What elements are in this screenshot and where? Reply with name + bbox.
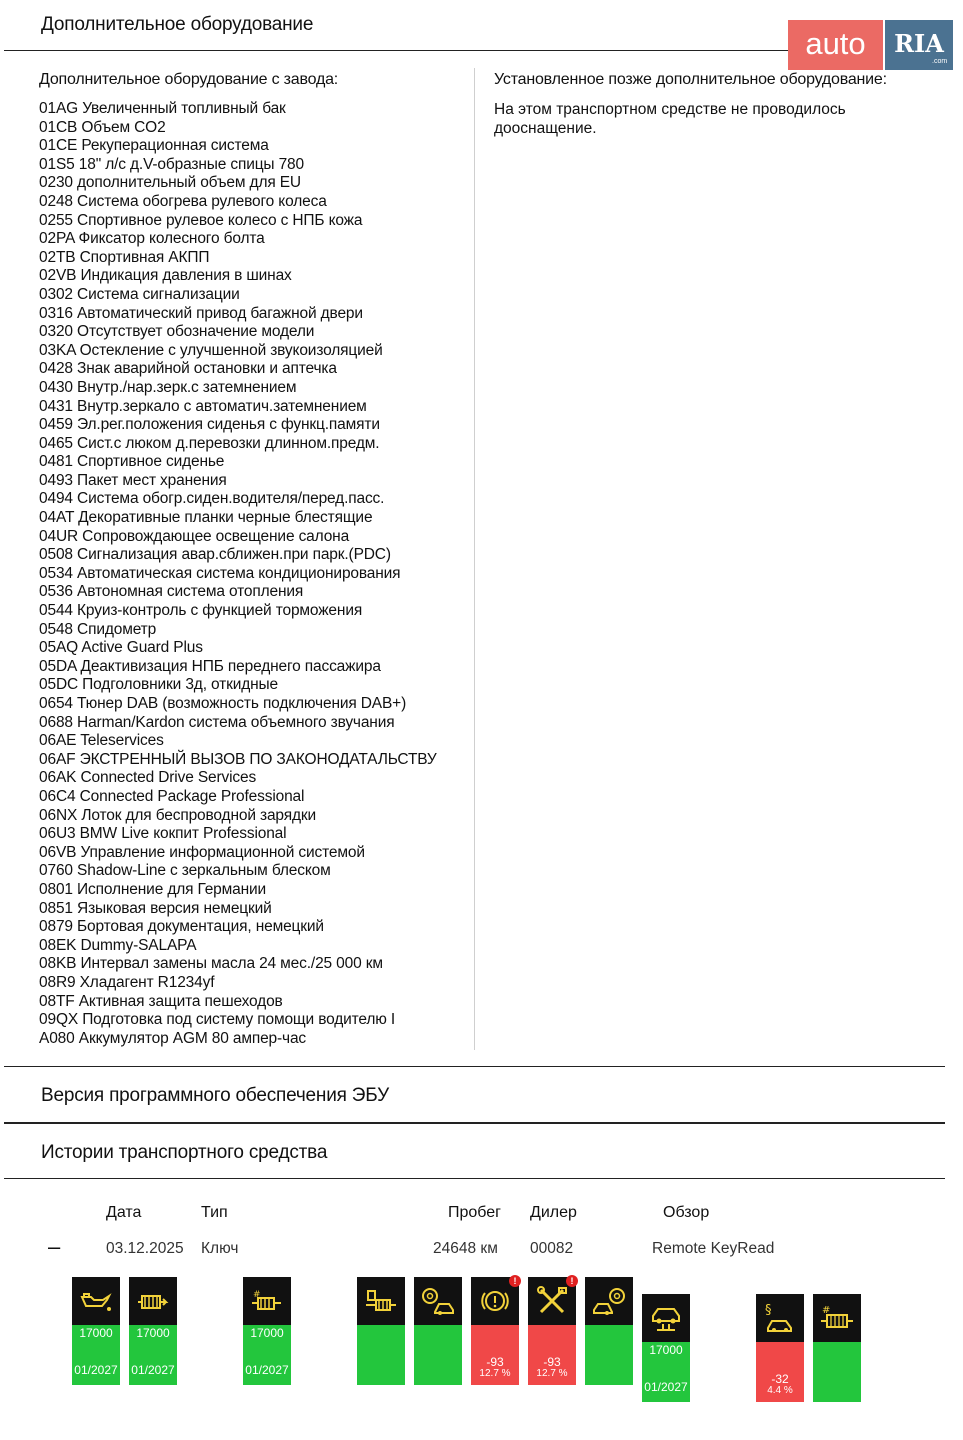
tile-warning-panel — [528, 1325, 576, 1385]
col-header-overview: Обзор — [663, 1204, 710, 1221]
col-header-type: Тип — [201, 1204, 228, 1221]
vehicle-check-icon — [642, 1294, 690, 1342]
inspection-icon — [756, 1294, 804, 1342]
equipment-item: 09QX Подготовка под систему помощи водителю I — [39, 1011, 396, 1029]
equipment-item: 0801 Исполнение для Германии — [39, 880, 267, 898]
logo-auto: auto — [788, 20, 883, 70]
factory-equipment-list — [39, 100, 469, 1048]
svg-text:#: # — [253, 1290, 261, 1300]
equipment-item: 0430 Внутр./нар.зерк.с затемнением — [39, 378, 297, 396]
ecu-section-title: Версия программного обеспечения ЭБУ — [41, 1085, 389, 1106]
row-mileage: 24648 км — [433, 1240, 498, 1257]
equipment-item: 0320 Отсутствует обозначение модели — [39, 323, 315, 341]
equipment-item: 0493 Пакет мест хранения — [39, 471, 227, 489]
ecu-bottom-divider — [4, 1122, 945, 1124]
equipment-item: 06U3 BMW Live кокпит Professional — [39, 825, 287, 843]
equipment-item: 0508 Сигнализация авар.сближен.при парк.(PDC) — [39, 546, 391, 564]
row-date: 03.12.2025 — [106, 1240, 184, 1257]
front-brakes-icon — [414, 1277, 462, 1325]
tile-mileage: 17000 — [243, 1325, 291, 1355]
equipment-item: 06NX Лоток для беспроводной зарядки — [39, 806, 316, 824]
tile-due-date: 01/2027 — [72, 1355, 120, 1385]
service-tile — [585, 1277, 633, 1385]
equipment-item: 0536 Автономная система отопления — [39, 583, 304, 601]
service-tile — [357, 1277, 405, 1385]
service-tile — [414, 1277, 462, 1385]
brake-fluid-icon — [471, 1277, 519, 1325]
collapse-toggle[interactable]: – — [48, 1234, 61, 1259]
row-dealer: 00082 — [530, 1240, 574, 1257]
factory-equipment-heading: Дополнительное оборудование с завода: — [39, 71, 339, 88]
service-tile — [72, 1277, 120, 1385]
row-type: Ключ — [201, 1240, 239, 1257]
tile-due-date — [414, 1355, 462, 1385]
warning-badge-icon: ! — [566, 1275, 578, 1287]
equipment-item: 0431 Внутр.зеркало с автоматич.затемнением — [39, 397, 367, 415]
tile-due-date: 01/2027 — [129, 1355, 177, 1385]
tile-mileage — [813, 1342, 861, 1372]
svg-text:#: # — [822, 1305, 831, 1316]
equipment-item: 02TB Спортивная АКПП — [39, 248, 210, 266]
tile-due-date — [357, 1355, 405, 1385]
equipment-item: 0688 Harman/Kardon система объемного звучания — [39, 713, 395, 731]
oil-can-icon — [72, 1277, 120, 1325]
fuel-filter-icon — [357, 1277, 405, 1325]
equipment-item: 0459 Эл.рег.положения сиденья с функц.памяти — [39, 416, 380, 434]
battery-icon — [813, 1294, 861, 1342]
equipment-item: 08TF Активная защита пешеходов — [39, 992, 283, 1010]
ecu-top-divider — [4, 1066, 945, 1067]
tile-percent: 12.7 % — [479, 1368, 511, 1379]
tile-mileage: 17000 — [72, 1325, 120, 1355]
tile-remaining-value: -93 — [543, 1355, 561, 1369]
equipment-item: A080 Аккумулятор AGM 80 ампер-час — [39, 1029, 307, 1047]
service-tile — [642, 1294, 690, 1402]
equipment-item: 06VB Управление информационной системой — [39, 843, 365, 861]
equipment-item: 0248 Система обогрева рулевого колеса — [39, 192, 327, 210]
tile-percent: 12.7 % — [536, 1368, 568, 1379]
equipment-item: 0302 Система сигнализации — [39, 285, 240, 303]
equipment-item: 08R9 Хладагент R1234yf — [39, 973, 215, 991]
tile-due-date: 01/2027 — [642, 1372, 690, 1402]
tile-mileage — [585, 1325, 633, 1355]
service-tile — [528, 1277, 576, 1385]
filter-icon — [129, 1277, 177, 1325]
equipment-item: 05DC Подголовники 3д, откидные — [39, 676, 278, 694]
logo-ria: RIA — [885, 20, 953, 70]
equipment-item: 01S5 18" л/с д.V-образные спицы 780 — [39, 155, 304, 173]
col-header-mileage: Пробег — [448, 1204, 502, 1221]
equipment-item: 0316 Автоматический привод багажной двери — [39, 304, 363, 322]
service-tile — [129, 1277, 177, 1385]
equipment-item: 0465 Сист.с люком д.перевозки длинном.предм. — [39, 434, 380, 452]
tile-mileage: 17000 — [642, 1342, 690, 1372]
equipment-item: 0481 Спортивное сиденье — [39, 453, 225, 471]
retrofit-text — [494, 100, 846, 138]
equipment-item: 01AG Увеличенный топливный бак — [39, 100, 286, 117]
equipment-item: 06AE Teleservices — [39, 732, 164, 750]
equipment-item: 0230 дополнительный объем для EU — [39, 174, 301, 192]
equipment-item: 0534 Автоматическая система кондиционирования — [39, 564, 401, 582]
equipment-item: 0428 Знак аварийной остановки и аптечка — [39, 360, 337, 378]
service-tile — [471, 1277, 519, 1385]
retrofit-line-2: дооснащение. — [494, 120, 597, 137]
equipment-item: 0879 Бортовая документация, немецкий — [39, 918, 324, 936]
tile-due-date: 01/2027 — [243, 1355, 291, 1385]
equipment-item: 0548 Спидометр — [39, 620, 157, 638]
equipment-item: 04UR Сопровождающее освещение салона — [39, 527, 350, 545]
logo-suffix: .com — [932, 58, 948, 65]
history-section-title: Истории транспортного средства — [41, 1142, 328, 1163]
equipment-item: 0760 Shadow-Line с зеркальным блеском — [39, 862, 331, 880]
equipment-item: 01CB Объем CO2 — [39, 118, 166, 136]
equipment-item: 08KB Интервал замены масла 24 мес./25 000 км — [39, 955, 383, 973]
history-divider — [4, 1178, 945, 1179]
retrofit-line-1: На этом транспортном средстве не проводилось — [494, 101, 846, 118]
equipment-item: 0255 Спортивное рулевое колесо с НПБ кожа — [39, 211, 363, 229]
tile-remaining-value: -93 — [486, 1355, 504, 1369]
equipment-item: 02VB Индикация давления в шинах — [39, 267, 292, 285]
tile-mileage: 17000 — [129, 1325, 177, 1355]
rear-brakes-icon — [585, 1277, 633, 1325]
page-title: Дополнительное оборудование — [41, 14, 314, 35]
equipment-item: 0851 Языковая версия немецкий — [39, 899, 272, 917]
equipment-item: 05AQ Active Guard Plus — [39, 639, 203, 657]
equipment-item: 05DA Деактивизация НПБ переднего пассажира — [39, 657, 381, 675]
row-overview: Remote KeyRead — [652, 1240, 775, 1257]
equipment-item: 0544 Круиз-контроль с функцией торможения — [39, 602, 363, 620]
tile-percent: 4.4 % — [767, 1385, 793, 1396]
col-header-date: Дата — [106, 1204, 142, 1221]
equipment-item: 06AF ЭКСТРЕННЫЙ ВЫЗОВ ПО ЗАКОНОДАТАЛЬСТВУ — [39, 750, 437, 768]
equipment-item: 02PA Фиксатор колесного болта — [39, 230, 265, 248]
equipment-item: 0654 Тюнер DAB (возможность подключения DAB+) — [39, 695, 407, 712]
tile-mileage — [414, 1325, 462, 1355]
tile-due-date — [585, 1355, 633, 1385]
service-tile — [243, 1277, 291, 1385]
column-divider — [474, 68, 475, 1050]
tile-warning-panel — [471, 1325, 519, 1385]
equipment-item: 01CE Рекуперационная система — [39, 137, 269, 155]
equipment-item: 06C4 Connected Package Professional — [39, 787, 305, 805]
service-tile — [813, 1294, 861, 1402]
tile-due-date — [813, 1372, 861, 1402]
header-divider — [4, 50, 788, 51]
tile-warning-panel — [756, 1342, 804, 1402]
micro-filter-icon — [243, 1277, 291, 1325]
equipment-item: 0494 Система обогр.сиден.водителя/перед.пасс. — [39, 490, 385, 508]
equipment-item: 04AT Декоративные планки черные блестящие — [39, 509, 373, 527]
equipment-item: 06AK Connected Drive Services — [39, 769, 257, 787]
svg-text:§: § — [765, 1303, 772, 1318]
equipment-item: 08EK Dummy-SALAPA — [39, 936, 197, 954]
warning-badge-icon: ! — [509, 1275, 521, 1287]
tile-mileage — [357, 1325, 405, 1355]
service-tools-icon — [528, 1277, 576, 1325]
retrofit-heading: Установленное позже дополнительное оборудование: — [494, 71, 887, 88]
tile-remaining-value: -32 — [771, 1372, 789, 1386]
service-tile — [756, 1294, 804, 1402]
col-header-dealer: Дилер — [530, 1204, 577, 1221]
equipment-item: 03KA Остекление с улучшенной звукоизоляцией — [39, 341, 383, 359]
